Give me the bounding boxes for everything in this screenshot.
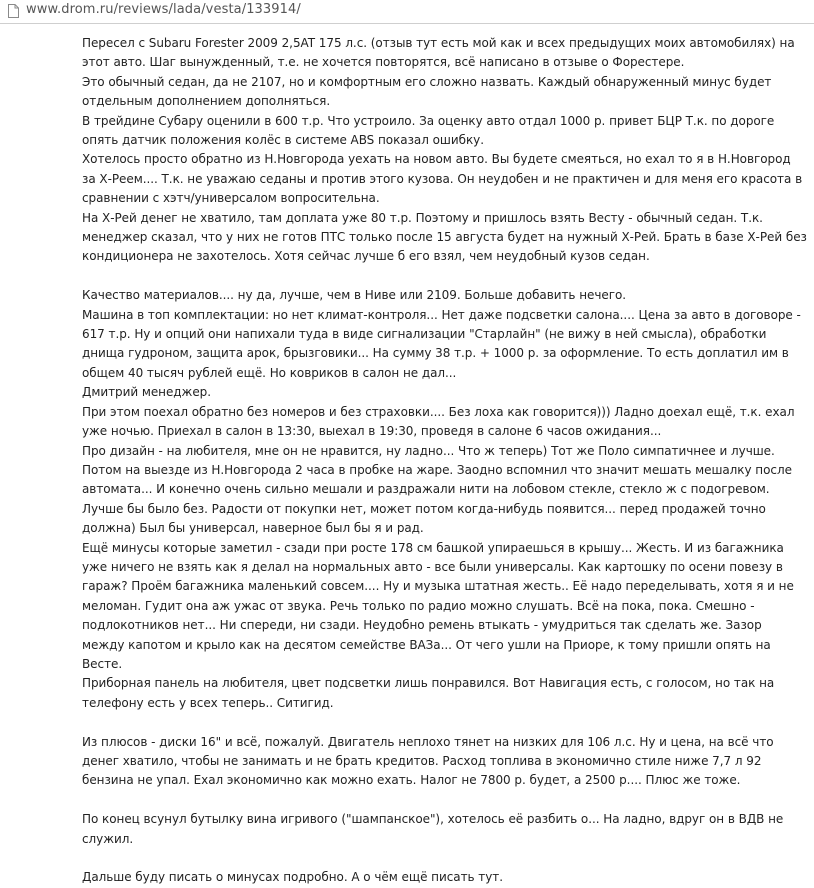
paragraph-spacer	[82, 267, 807, 286]
review-paragraph: Дмитрий менеджер.	[82, 385, 211, 400]
review-paragraph: Пересел с Subaru Forester 2009 2,5AT 175 л.с. (отзыв тут есть мой как и всех предыдущих моих автомобилях) на этот авто. Шаг вынужденный, т.е. не хочется повторятся, всё написано в отзыве о Форестере.	[82, 36, 795, 70]
review-paragraph: Качество материалов.... ну да, лучше, чем в Ниве или 2109. Больше добавить нечего.	[82, 288, 627, 303]
review-paragraph: На Х-Рей денег не хватило, там доплата уже 80 т.р. Поэтому и пришлось взять Весту - обычный седан. Т.к. менеджер сказал, что у них не готов ПТС только после 15 августа будет на нужный Х-Рей. Брать в базе Х-Рей без кондиционера не захотелось. Хотя сейчас лучше б его взял, чем неудобный кузов седан.	[82, 210, 807, 264]
paragraph-spacer	[82, 849, 807, 868]
paragraph-spacer	[82, 791, 807, 810]
review-paragraph: Из плюсов - диски 16" и всё, пожалуй. Двигатель неплохо тянет на низких для 106 л.с. Ну и цена, на всё что денег хватило, чтобы не занимать и не брать кредитов. Расход топлива в экономично стиле ниже 7,7 л 92 бензина не упал. Ехал экономично как можно ехать. Налог не 7800 р. будет, а 2500 р.... Плюс же тоже.	[82, 734, 774, 788]
address-bar[interactable]	[0, 0, 814, 24]
paragraph-spacer	[82, 713, 807, 732]
url-text[interactable]: www.drom.ru/reviews/lada/vesta/133914/	[26, 2, 301, 17]
review-paragraph: Хотелось просто обратно из Н.Новгорода уехать на новом авто. Вы будете смеяться, но ехал то я в Н.Новгород за Х-Реем.... Т.к. не уважаю седаны и против этого кузова. Он неудобен и не практичен и для меня его красота в сравнении с хэтч/универсалом вопросительна.	[82, 152, 803, 206]
page-icon	[8, 4, 19, 18]
review-paragraph: По конец всунул бутылку вина игривого ("шампанское"), хотелось её разбить о... На ладно, вдруг он в ВДВ не служил.	[82, 812, 784, 846]
review-paragraph: Дальше буду писать о минусах подробно. А о чём ещё писать тут.	[82, 870, 503, 885]
review-paragraph: Про дизайн - на любителя, мне он не нравится, ну ладно... Что ж теперь) Тот же Поло симпатичнее и лучше.	[82, 443, 775, 458]
review-paragraph: Машина в топ комплектации: но нет климат-контроля... Нет даже подсветки салона.... Цена за авто в договоре - 617 т.р. Ну и опций они напихали туда в виде сигнализации "Старлайн" (не вижу в ней смысла), обработки днища гудроном, защита арок, брызговики... На сумму 38 т.р. + 1000 р. за оформление. То есть доплатил им в общем 40 тысяч рублей ещё. Но ковриков в салон не дал...	[82, 307, 801, 380]
review-paragraph: При этом поехал обратно без номеров и без страховки.... Без лоха как говорится))) Ладно доехал ещё, т.к. ехал уже ночью. Приехал в салон в 13:30, выехал в 19:30, проведя в салоне 6 часов ожидания...	[82, 404, 795, 439]
review-paragraph: В трейдине Субару оценили в 600 т.р. Что устроило. За оценку авто отдал 1000 р. привет БЦР Т.к. по дороге опять датчик положения колёс в системе ABS показал ошибку.	[82, 113, 775, 148]
review-paragraph: Приборная панель на любителя, цвет подсветки лишь понравился. Вот Навигация есть, с голосом, но так на телефону есть у всех теперь.. Ситигид.	[82, 676, 775, 710]
review-paragraph: Это обычный седан, да не 2107, но и комфортным его сложно назвать. Каждый обнаруженный минус будет отдельным дополнением дополняться.	[82, 74, 772, 109]
review-paragraph: Потом на выезде из Н.Новгорода 2 часа в пробке на жаре. Заодно вспомнил что значит мешать мешалку после автомата... И конечно очень сильно мешали и раздражали нити на лобовом стекле, стекло ж с подогревом. Лучше бы было без. Радости от покупки нет, может потом когда-нибудь появится... перед продажей точно должна) Был бы универсал, наверное был бы я и рад.	[82, 462, 792, 536]
review-text	[82, 34, 807, 888]
review-paragraph: Ещё минусы которые заметил - сзади при росте 178 см башкой упираешься в крышу... Жесть. И из багажника уже ничего не взять как я делал на нормальных авто - все были универсалы. Как картошку по осени повезу в гараж? Проём багажника маленький совсем.... Ну и музыка штатная жесть.. Её надо переделывать, хотя я и не меломан. Гудит она аж ужас от звука. Речь только по радио можно слушать. Всё на пока, пока. Смешно - подлокотников нет... Ни спереди, ни сзади. Неудобно ремень втыкать - умудриться так сделать же. Зазор между капотом и крыло как на десятом семействе ВАЗа... От чего ушли на Приоре, к тому пришли опять на Весте.	[82, 540, 794, 671]
